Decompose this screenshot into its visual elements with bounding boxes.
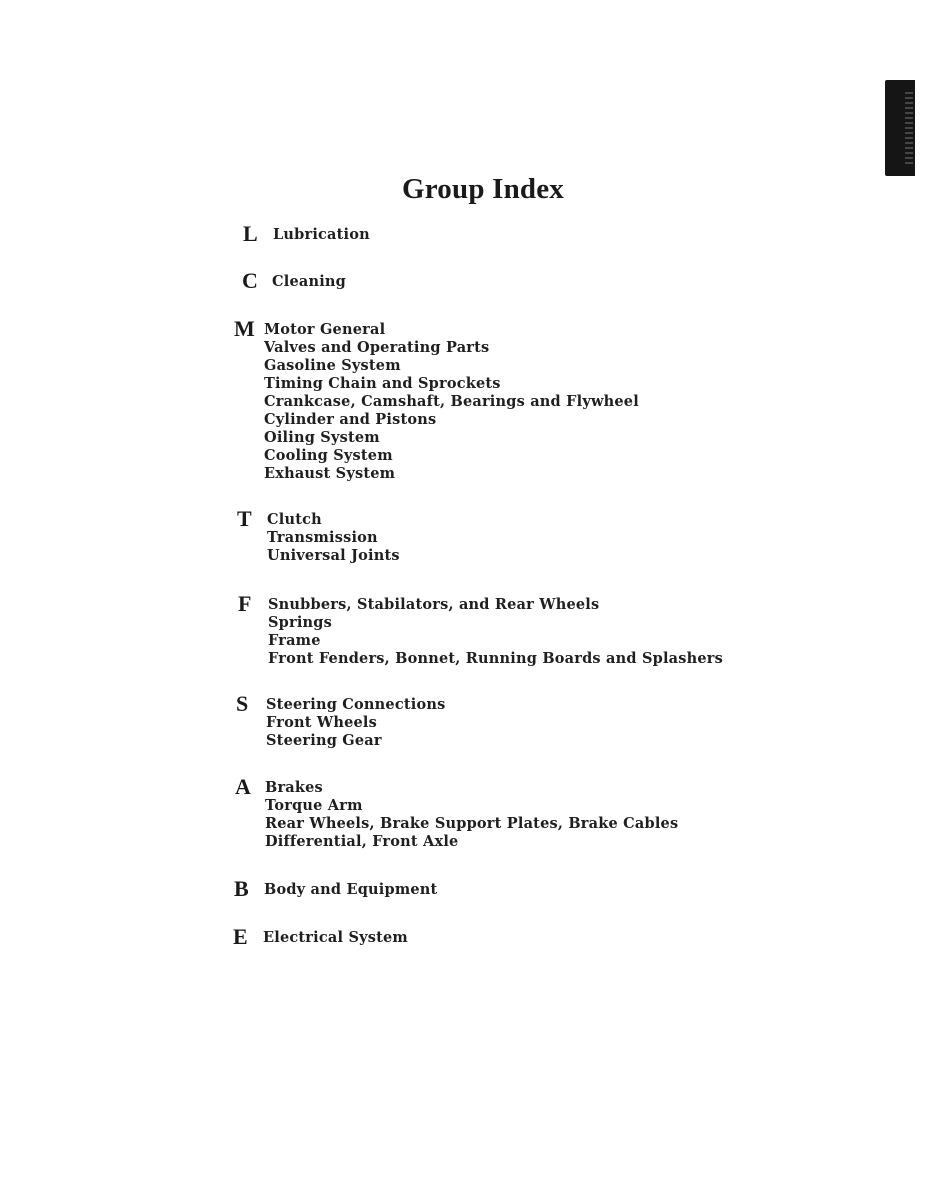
group-items: [265, 779, 678, 851]
index-entry: Brakes: [265, 779, 323, 796]
index-entry: Differential, Front Axle: [265, 833, 459, 850]
index-entry: Universal Joints: [267, 547, 400, 564]
group-a: [235, 774, 679, 851]
index-entry: Frame: [268, 632, 321, 649]
index-entry: Front Fenders, Bonnet, Running Boards and Splashers: [268, 650, 723, 667]
thumb-tab-marking: [905, 92, 913, 166]
index-entry: Motor General: [264, 321, 386, 338]
index-entry: Exhaust System: [264, 465, 396, 482]
index-entry: Springs: [268, 614, 333, 631]
index-entry: Clutch: [267, 511, 322, 528]
index-entry: Steering Connections: [266, 696, 446, 713]
group-s: [236, 691, 446, 750]
index-entry: Torque Arm: [265, 797, 363, 814]
index-entry: Oiling System: [264, 429, 380, 446]
group-letter: A: [235, 774, 251, 799]
index-entry: Snubbers, Stabilators, and Rear Wheels: [268, 596, 600, 613]
group-letter: E: [233, 924, 248, 949]
group-letter: B: [234, 876, 249, 901]
index-entry: Cleaning: [272, 273, 347, 290]
index-entry: Lubrication: [273, 226, 370, 243]
group-letter: M: [234, 316, 255, 341]
group-l: [243, 221, 370, 246]
group-t: [237, 506, 400, 565]
index-entry: Timing Chain and Sprockets: [264, 375, 501, 392]
index-entry: Valves and Operating Parts: [264, 339, 490, 356]
page-title: Group Index: [401, 173, 565, 205]
group-items: [264, 321, 639, 483]
group-items: [264, 881, 437, 899]
index-entry: Electrical System: [263, 929, 408, 946]
group-letter: F: [238, 591, 252, 616]
group-items: [267, 511, 400, 565]
index-entry: Crankcase, Camshaft, Bearings and Flywheel: [264, 393, 639, 410]
group-items: [263, 929, 408, 947]
page-edge-thumb-tab: [885, 80, 915, 176]
group-letter: C: [242, 268, 258, 293]
index-entry: Cylinder and Pistons: [264, 411, 437, 428]
index-entry: Body and Equipment: [264, 881, 438, 898]
group-items: [268, 596, 723, 668]
index-entry: Transmission: [267, 529, 378, 546]
group-letter: S: [236, 691, 249, 716]
index-entry: Front Wheels: [266, 714, 377, 731]
index-entry: Gasoline System: [264, 357, 401, 374]
group-items: [272, 273, 346, 291]
index-entry: Cooling System: [264, 447, 393, 464]
group-letter: L: [243, 221, 258, 246]
group-m: [234, 316, 639, 483]
group-e: [233, 924, 408, 949]
index-entry: Steering Gear: [266, 732, 382, 749]
group-items: [266, 696, 445, 750]
index-entry: Rear Wheels, Brake Support Plates, Brake Cables: [265, 815, 679, 832]
group-letter: T: [237, 506, 252, 531]
group-f: [238, 591, 723, 668]
group-items: [273, 226, 370, 244]
group-c: [242, 268, 347, 293]
group-b: [234, 876, 438, 901]
